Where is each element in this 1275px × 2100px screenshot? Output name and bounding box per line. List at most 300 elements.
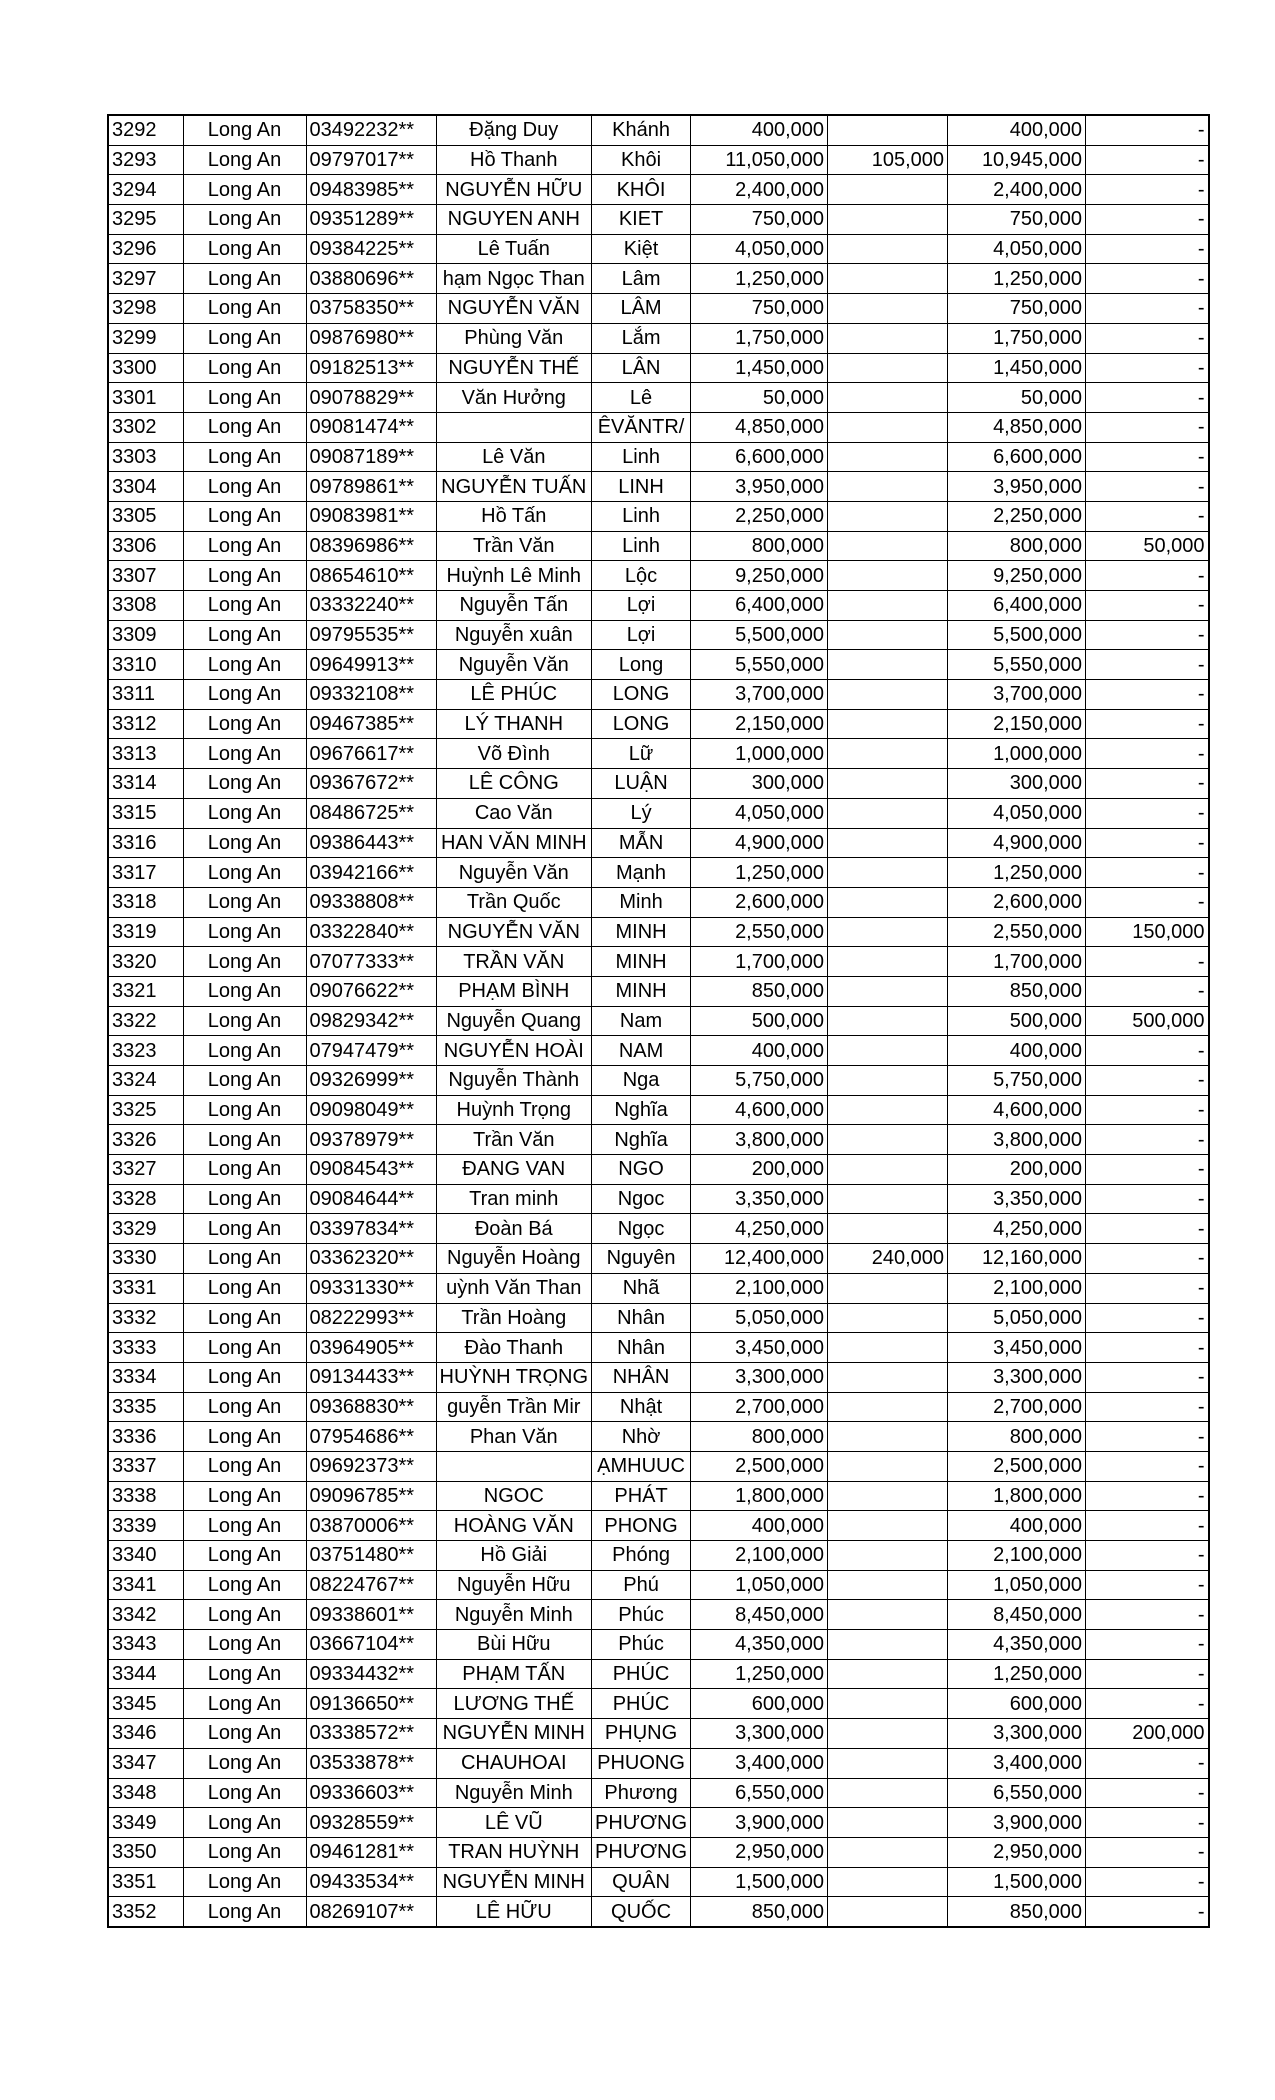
- cell-row-number: 3341: [108, 1570, 183, 1600]
- cell-given-name: MINH: [592, 947, 691, 977]
- cell-amount-net: 2,700,000: [948, 1392, 1086, 1422]
- cell-amount-deduction: [828, 1214, 948, 1244]
- cell-given-name: Nhờ: [592, 1422, 691, 1452]
- cell-amount-extra: -: [1086, 1362, 1209, 1392]
- cell-province: Long An: [183, 234, 306, 264]
- cell-amount-net: 3,800,000: [948, 1125, 1086, 1155]
- cell-given-name: Phóng: [592, 1541, 691, 1571]
- cell-amount-deduction: [828, 501, 948, 531]
- cell-amount-total: 1,800,000: [691, 1481, 828, 1511]
- cell-amount-total: 4,250,000: [691, 1214, 828, 1244]
- cell-province: Long An: [183, 1244, 306, 1274]
- cell-amount-net: 2,150,000: [948, 709, 1086, 739]
- cell-amount-deduction: [828, 1837, 948, 1867]
- cell-phone: 03322840**: [306, 917, 436, 947]
- cell-row-number: 3324: [108, 1066, 183, 1096]
- cell-amount-deduction: [828, 1630, 948, 1660]
- cell-amount-net: 2,550,000: [948, 917, 1086, 947]
- cell-amount-net: 600,000: [948, 1689, 1086, 1719]
- cell-province: Long An: [183, 976, 306, 1006]
- cell-phone: 08396986**: [306, 531, 436, 561]
- cell-row-number: 3299: [108, 323, 183, 353]
- cell-amount-total: 3,300,000: [691, 1719, 828, 1749]
- cell-amount-net: 4,900,000: [948, 828, 1086, 858]
- cell-family-name: guyễn Trần Mir: [436, 1392, 592, 1422]
- table-row: [108, 947, 1209, 977]
- cell-row-number: 3347: [108, 1748, 183, 1778]
- cell-amount-total: 3,950,000: [691, 472, 828, 502]
- cell-amount-total: 850,000: [691, 1897, 828, 1927]
- cell-family-name: Hồ Tấn: [436, 501, 592, 531]
- cell-phone: 09384225**: [306, 234, 436, 264]
- cell-given-name: Khánh: [592, 115, 691, 145]
- cell-amount-net: 1,750,000: [948, 323, 1086, 353]
- cell-row-number: 3311: [108, 680, 183, 710]
- cell-phone: 09351289**: [306, 205, 436, 235]
- cell-phone: 09433534**: [306, 1867, 436, 1897]
- cell-family-name: LÊ VŨ: [436, 1808, 592, 1838]
- cell-row-number: 3292: [108, 115, 183, 145]
- cell-amount-extra: -: [1086, 1630, 1209, 1660]
- table-row: [108, 1036, 1209, 1066]
- cell-family-name: Bùi Hữu: [436, 1630, 592, 1660]
- cell-family-name: Nguyễn xuân: [436, 620, 592, 650]
- cell-amount-total: 5,750,000: [691, 1066, 828, 1096]
- cell-row-number: 3305: [108, 501, 183, 531]
- cell-amount-total: 6,550,000: [691, 1778, 828, 1808]
- table-row: [108, 620, 1209, 650]
- cell-amount-total: 2,600,000: [691, 887, 828, 917]
- cell-phone: 09829342**: [306, 1006, 436, 1036]
- cell-family-name: NGUYỄN MINH: [436, 1867, 592, 1897]
- table-row: [108, 1748, 1209, 1778]
- cell-phone: 08654610**: [306, 561, 436, 591]
- cell-province: Long An: [183, 1689, 306, 1719]
- cell-province: Long An: [183, 501, 306, 531]
- cell-province: Long An: [183, 858, 306, 888]
- cell-given-name: LINH: [592, 472, 691, 502]
- cell-amount-extra: -: [1086, 115, 1209, 145]
- cell-given-name: Lâm: [592, 264, 691, 294]
- cell-given-name: Lắm: [592, 323, 691, 353]
- cell-given-name: MINH: [592, 976, 691, 1006]
- cell-given-name: NGO: [592, 1155, 691, 1185]
- cell-given-name: Phúc: [592, 1600, 691, 1630]
- cell-phone: 09378979**: [306, 1125, 436, 1155]
- table-row: [108, 1600, 1209, 1630]
- cell-amount-total: 850,000: [691, 976, 828, 1006]
- cell-amount-total: 400,000: [691, 1511, 828, 1541]
- cell-province: Long An: [183, 1184, 306, 1214]
- cell-province: Long An: [183, 175, 306, 205]
- cell-amount-deduction: [828, 1451, 948, 1481]
- cell-given-name: PHỤNG: [592, 1719, 691, 1749]
- cell-phone: 09876980**: [306, 323, 436, 353]
- cell-amount-extra: 200,000: [1086, 1719, 1209, 1749]
- cell-amount-extra: -: [1086, 1392, 1209, 1422]
- table-row: [108, 1303, 1209, 1333]
- cell-phone: 09084644**: [306, 1184, 436, 1214]
- cell-amount-deduction: 240,000: [828, 1244, 948, 1274]
- cell-row-number: 3300: [108, 353, 183, 383]
- cell-amount-net: 3,350,000: [948, 1184, 1086, 1214]
- cell-amount-deduction: [828, 1066, 948, 1096]
- cell-row-number: 3306: [108, 531, 183, 561]
- cell-family-name: NGOC: [436, 1481, 592, 1511]
- cell-family-name: NGUYỄN MINH: [436, 1719, 592, 1749]
- table-row: [108, 145, 1209, 175]
- cell-phone: 09789861**: [306, 472, 436, 502]
- cell-family-name: Nguyễn Quang: [436, 1006, 592, 1036]
- cell-amount-total: 2,950,000: [691, 1837, 828, 1867]
- cell-amount-extra: -: [1086, 976, 1209, 1006]
- cell-given-name: PHÚC: [592, 1659, 691, 1689]
- cell-province: Long An: [183, 947, 306, 977]
- table-row: [108, 887, 1209, 917]
- cell-amount-extra: -: [1086, 1244, 1209, 1274]
- cell-province: Long An: [183, 1422, 306, 1452]
- table-row: [108, 976, 1209, 1006]
- cell-province: Long An: [183, 264, 306, 294]
- cell-phone: 09087189**: [306, 442, 436, 472]
- cell-phone: 09328559**: [306, 1808, 436, 1838]
- table-row: [108, 501, 1209, 531]
- cell-amount-deduction: [828, 1600, 948, 1630]
- table-row: [108, 323, 1209, 353]
- cell-amount-deduction: [828, 798, 948, 828]
- data-table: [107, 114, 1210, 1928]
- cell-amount-deduction: [828, 1273, 948, 1303]
- cell-amount-extra: -: [1086, 1066, 1209, 1096]
- table-row: [108, 1184, 1209, 1214]
- table-row: [108, 1362, 1209, 1392]
- cell-amount-net: 4,850,000: [948, 412, 1086, 442]
- cell-phone: 09692373**: [306, 1451, 436, 1481]
- cell-amount-extra: -: [1086, 264, 1209, 294]
- cell-amount-total: 600,000: [691, 1689, 828, 1719]
- cell-amount-net: 12,160,000: [948, 1244, 1086, 1274]
- table-row: [108, 1719, 1209, 1749]
- table-row: [108, 1066, 1209, 1096]
- cell-row-number: 3319: [108, 917, 183, 947]
- cell-province: Long An: [183, 1867, 306, 1897]
- cell-province: Long An: [183, 1095, 306, 1125]
- cell-given-name: Nga: [592, 1066, 691, 1096]
- cell-amount-deduction: [828, 1689, 948, 1719]
- cell-row-number: 3313: [108, 739, 183, 769]
- cell-amount-total: 400,000: [691, 115, 828, 145]
- cell-phone: 08222993**: [306, 1303, 436, 1333]
- cell-amount-net: 8,450,000: [948, 1600, 1086, 1630]
- table-row: [108, 1778, 1209, 1808]
- cell-amount-extra: -: [1086, 1095, 1209, 1125]
- cell-amount-net: 1,000,000: [948, 739, 1086, 769]
- cell-amount-deduction: [828, 976, 948, 1006]
- cell-amount-total: 3,300,000: [691, 1362, 828, 1392]
- cell-given-name: Ngọc: [592, 1214, 691, 1244]
- cell-amount-total: 4,050,000: [691, 798, 828, 828]
- cell-amount-total: 2,500,000: [691, 1451, 828, 1481]
- cell-family-name: Nguyễn Tấn: [436, 591, 592, 621]
- cell-row-number: 3293: [108, 145, 183, 175]
- cell-amount-total: 1,000,000: [691, 739, 828, 769]
- cell-family-name: NGUYEN ANH: [436, 205, 592, 235]
- cell-amount-net: 800,000: [948, 1422, 1086, 1452]
- cell-amount-total: 1,250,000: [691, 264, 828, 294]
- cell-amount-deduction: [828, 294, 948, 324]
- cell-amount-total: 5,550,000: [691, 650, 828, 680]
- cell-phone: 03751480**: [306, 1541, 436, 1571]
- cell-family-name: PHẠM BÌNH: [436, 976, 592, 1006]
- cell-province: Long An: [183, 1511, 306, 1541]
- cell-amount-extra: -: [1086, 1541, 1209, 1571]
- cell-amount-extra: -: [1086, 1214, 1209, 1244]
- cell-family-name: Phùng Văn: [436, 323, 592, 353]
- table-row: [108, 561, 1209, 591]
- cell-row-number: 3333: [108, 1333, 183, 1363]
- cell-amount-total: 3,900,000: [691, 1808, 828, 1838]
- cell-amount-net: 2,600,000: [948, 887, 1086, 917]
- cell-given-name: PHUONG: [592, 1748, 691, 1778]
- cell-province: Long An: [183, 1719, 306, 1749]
- cell-amount-deduction: [828, 323, 948, 353]
- cell-province: Long An: [183, 1659, 306, 1689]
- cell-amount-deduction: [828, 561, 948, 591]
- cell-amount-deduction: [828, 175, 948, 205]
- cell-row-number: 3338: [108, 1481, 183, 1511]
- cell-row-number: 3336: [108, 1422, 183, 1452]
- cell-amount-deduction: [828, 383, 948, 413]
- cell-amount-deduction: [828, 1155, 948, 1185]
- cell-amount-extra: -: [1086, 680, 1209, 710]
- cell-amount-net: 200,000: [948, 1155, 1086, 1185]
- cell-amount-deduction: [828, 442, 948, 472]
- table-row: [108, 1689, 1209, 1719]
- cell-amount-total: 800,000: [691, 1422, 828, 1452]
- table-row: [108, 1867, 1209, 1897]
- cell-family-name: TRAN HUỲNH: [436, 1837, 592, 1867]
- cell-phone: 08486725**: [306, 798, 436, 828]
- cell-amount-extra: -: [1086, 620, 1209, 650]
- cell-province: Long An: [183, 205, 306, 235]
- cell-amount-deduction: 105,000: [828, 145, 948, 175]
- cell-amount-deduction: [828, 412, 948, 442]
- cell-amount-total: 50,000: [691, 383, 828, 413]
- cell-row-number: 3346: [108, 1719, 183, 1749]
- cell-province: Long An: [183, 1748, 306, 1778]
- cell-amount-total: 300,000: [691, 769, 828, 799]
- cell-amount-deduction: [828, 769, 948, 799]
- cell-amount-extra: -: [1086, 1570, 1209, 1600]
- table-row: [108, 1570, 1209, 1600]
- cell-amount-total: 1,700,000: [691, 947, 828, 977]
- cell-row-number: 3351: [108, 1867, 183, 1897]
- cell-amount-net: 2,250,000: [948, 501, 1086, 531]
- cell-province: Long An: [183, 1481, 306, 1511]
- table-row: [108, 294, 1209, 324]
- cell-amount-net: 10,945,000: [948, 145, 1086, 175]
- cell-given-name: Nhân: [592, 1333, 691, 1363]
- cell-family-name: Nguyễn Văn: [436, 650, 592, 680]
- cell-province: Long An: [183, 1808, 306, 1838]
- cell-row-number: 3337: [108, 1451, 183, 1481]
- cell-amount-total: 3,350,000: [691, 1184, 828, 1214]
- cell-amount-total: 3,400,000: [691, 1748, 828, 1778]
- cell-amount-net: 6,400,000: [948, 591, 1086, 621]
- cell-province: Long An: [183, 650, 306, 680]
- cell-phone: 03397834**: [306, 1214, 436, 1244]
- cell-amount-deduction: [828, 353, 948, 383]
- cell-province: Long An: [183, 1778, 306, 1808]
- cell-amount-net: 9,250,000: [948, 561, 1086, 591]
- cell-given-name: Mạnh: [592, 858, 691, 888]
- cell-amount-net: 50,000: [948, 383, 1086, 413]
- cell-family-name: uỳnh Văn Than: [436, 1273, 592, 1303]
- cell-family-name: Văn Hưởng: [436, 383, 592, 413]
- cell-amount-deduction: [828, 531, 948, 561]
- table-row: [108, 175, 1209, 205]
- cell-amount-net: 1,050,000: [948, 1570, 1086, 1600]
- cell-province: Long An: [183, 1155, 306, 1185]
- cell-family-name: TRẦN VĂN: [436, 947, 592, 977]
- cell-amount-total: 2,550,000: [691, 917, 828, 947]
- cell-amount-extra: -: [1086, 1511, 1209, 1541]
- cell-amount-net: 300,000: [948, 769, 1086, 799]
- cell-amount-extra: -: [1086, 1481, 1209, 1511]
- cell-given-name: MINH: [592, 917, 691, 947]
- cell-amount-extra: -: [1086, 442, 1209, 472]
- cell-given-name: Linh: [592, 531, 691, 561]
- cell-province: Long An: [183, 1897, 306, 1927]
- cell-row-number: 3332: [108, 1303, 183, 1333]
- cell-amount-deduction: [828, 1778, 948, 1808]
- table-row: [108, 1333, 1209, 1363]
- cell-amount-deduction: [828, 887, 948, 917]
- cell-amount-net: 1,250,000: [948, 264, 1086, 294]
- cell-amount-net: 3,300,000: [948, 1362, 1086, 1392]
- cell-amount-net: 1,250,000: [948, 1659, 1086, 1689]
- cell-amount-deduction: [828, 1333, 948, 1363]
- cell-row-number: 3350: [108, 1837, 183, 1867]
- cell-amount-deduction: [828, 234, 948, 264]
- table-row: [108, 1273, 1209, 1303]
- cell-given-name: Nguyên: [592, 1244, 691, 1274]
- cell-given-name: KIET: [592, 205, 691, 235]
- cell-province: Long An: [183, 591, 306, 621]
- cell-phone: 09367672**: [306, 769, 436, 799]
- cell-row-number: 3308: [108, 591, 183, 621]
- cell-phone: 09098049**: [306, 1095, 436, 1125]
- cell-amount-net: 1,450,000: [948, 353, 1086, 383]
- cell-phone: 09334432**: [306, 1659, 436, 1689]
- cell-row-number: 3331: [108, 1273, 183, 1303]
- cell-amount-net: 850,000: [948, 1897, 1086, 1927]
- cell-amount-deduction: [828, 1095, 948, 1125]
- cell-amount-extra: -: [1086, 591, 1209, 621]
- cell-amount-extra: -: [1086, 145, 1209, 175]
- cell-amount-net: 5,500,000: [948, 620, 1086, 650]
- cell-row-number: 3326: [108, 1125, 183, 1155]
- table-row: [108, 798, 1209, 828]
- cell-given-name: PHƯƠNG: [592, 1808, 691, 1838]
- cell-family-name: Trần Văn: [436, 1125, 592, 1155]
- cell-province: Long An: [183, 739, 306, 769]
- cell-family-name: LÊ HỮU: [436, 1897, 592, 1927]
- cell-amount-net: 400,000: [948, 115, 1086, 145]
- table-row: [108, 1630, 1209, 1660]
- cell-phone: 09096785**: [306, 1481, 436, 1511]
- cell-amount-total: 2,250,000: [691, 501, 828, 531]
- cell-province: Long An: [183, 115, 306, 145]
- cell-given-name: Minh: [592, 887, 691, 917]
- cell-amount-deduction: [828, 1897, 948, 1927]
- cell-given-name: Nhật: [592, 1392, 691, 1422]
- table-row: [108, 1006, 1209, 1036]
- cell-amount-net: 850,000: [948, 976, 1086, 1006]
- cell-amount-extra: -: [1086, 353, 1209, 383]
- cell-amount-net: 1,500,000: [948, 1867, 1086, 1897]
- cell-given-name: Phú: [592, 1570, 691, 1600]
- cell-family-name: LƯƠNG THẾ: [436, 1689, 592, 1719]
- cell-given-name: Phương: [592, 1778, 691, 1808]
- cell-amount-deduction: [828, 1719, 948, 1749]
- cell-phone: 09076622**: [306, 976, 436, 1006]
- cell-amount-deduction: [828, 1748, 948, 1778]
- table-row: [108, 739, 1209, 769]
- cell-amount-net: 2,500,000: [948, 1451, 1086, 1481]
- cell-amount-total: 1,500,000: [691, 1867, 828, 1897]
- cell-phone: 09332108**: [306, 680, 436, 710]
- cell-amount-total: 1,250,000: [691, 858, 828, 888]
- cell-family-name: Trần Quốc: [436, 887, 592, 917]
- cell-amount-deduction: [828, 650, 948, 680]
- cell-family-name: NGUYỄN TUẤN: [436, 472, 592, 502]
- cell-row-number: 3302: [108, 412, 183, 442]
- cell-amount-deduction: [828, 1867, 948, 1897]
- cell-amount-deduction: [828, 828, 948, 858]
- cell-amount-total: 1,250,000: [691, 1659, 828, 1689]
- cell-amount-deduction: [828, 1125, 948, 1155]
- cell-family-name: ĐANG VAN: [436, 1155, 592, 1185]
- cell-amount-extra: -: [1086, 1748, 1209, 1778]
- cell-province: Long An: [183, 1392, 306, 1422]
- cell-family-name: HUỲNH TRỌNG: [436, 1362, 592, 1392]
- cell-given-name: Linh: [592, 442, 691, 472]
- cell-amount-extra: -: [1086, 1659, 1209, 1689]
- cell-phone: 03880696**: [306, 264, 436, 294]
- table-row: [108, 1392, 1209, 1422]
- cell-amount-deduction: [828, 1570, 948, 1600]
- cell-phone: 09649913**: [306, 650, 436, 680]
- cell-amount-deduction: [828, 1808, 948, 1838]
- cell-row-number: 3348: [108, 1778, 183, 1808]
- cell-amount-net: 2,400,000: [948, 175, 1086, 205]
- table-row: [108, 472, 1209, 502]
- cell-amount-total: 750,000: [691, 205, 828, 235]
- cell-row-number: 3298: [108, 294, 183, 324]
- cell-province: Long An: [183, 1451, 306, 1481]
- table-row: [108, 353, 1209, 383]
- cell-row-number: 3304: [108, 472, 183, 502]
- cell-family-name: LÝ THANH: [436, 709, 592, 739]
- table-row: [108, 591, 1209, 621]
- cell-given-name: ẠMHUUC: [592, 1451, 691, 1481]
- cell-amount-extra: -: [1086, 1303, 1209, 1333]
- cell-family-name: Đặng Duy: [436, 115, 592, 145]
- cell-amount-deduction: [828, 917, 948, 947]
- cell-row-number: 3321: [108, 976, 183, 1006]
- cell-given-name: Linh: [592, 501, 691, 531]
